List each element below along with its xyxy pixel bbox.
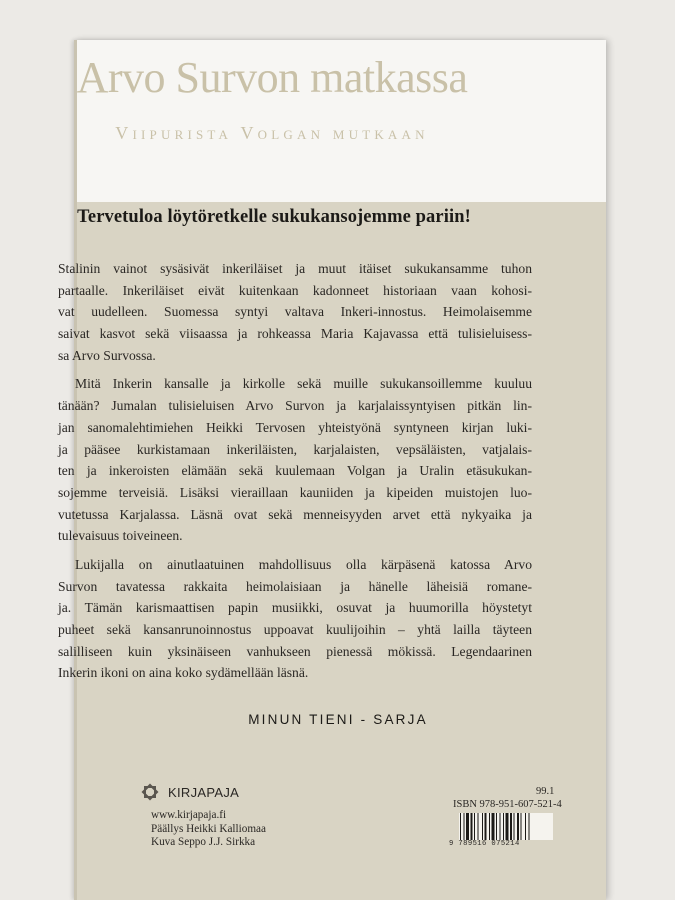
blurb-headline: Tervetuloa löytöretkelle sukukansojemme pariin! [77,207,471,227]
text-line: Stalinin vainot sysäsivät inkeriläiset ja muut itäiset sukukansamme tuhon [58,261,532,276]
text-line: sa Arvo Survossa. [58,347,156,363]
barcode-bars [459,813,553,840]
barcode-digits: 9 789516 075214 [449,840,520,848]
publisher-name: KIRJAPAJA [168,784,240,800]
text-line: puheet sekä kansanrunoinnostus uppoavat kuulijoihin – yhtä lailla täyteen [58,622,532,637]
isbn: ISBN 978-951-607-521-4 [453,799,562,810]
text-line: salilliseen kuin yksinäiseen vanhukseen pienessä mökissä. Legendaarinen [58,643,532,659]
text-line: saivat kasvot sekä viisaassa ja rohkeassa Maria Kajavassa että tulisieluisess- [58,326,532,342]
kirjapaja-icon [140,782,160,802]
publisher-logo [140,782,239,802]
blurb-paragraph [58,258,532,366]
text-line: vutetussa Karjalassa. Läsnä ovat sekä menneisyyden arvet että nykyaika ja [58,506,532,522]
blurb-paragraph [58,554,532,684]
text-line: partaalle. Inkeriläiset eivät kuitenkaan kadonneet historiaan vaan kohosi- [58,282,532,298]
blurb-paragraph [58,373,532,547]
text-line: tulevaisuus toiveineen. [58,528,183,544]
text-line: vat uudelleen. Suomessa syntyi valtava Inkeri-innostus. Heimolaisemme [58,304,532,320]
cover-design-credit: Päällys Heikki Kalliomaa [151,822,266,835]
text-line: ja pääsee kurkistamaan inkeriläisten, karjalaisten, vepsäläisten, vatjalais- [58,441,532,457]
text-line: ten ja inkeroisten elämään sekä kuulemaan Volgan ja Uralin etäsukukan- [58,463,532,479]
book-title: Arvo Survon matkassa [76,53,468,102]
price-code: 99.1 [536,786,555,797]
publisher-website: www.kirjapaja.fi [151,809,227,821]
text-line: sojemme terveisiä. Lisäksi vieraillaan kauniiden ja kipeiden muistojen luo- [58,484,532,500]
credits [151,809,266,850]
text-line: Mitä Inkerin kansalle ja kirkolle sekä muille sukukansoillemme kuuluu [75,376,532,392]
text-line: jan sanomalehtimiehen Heikki Tervosen yhteistyönä syntyneen kirjan luki- [58,419,532,435]
photo-credit: Kuva Seppo J.J. Sirkka [151,836,256,848]
text-line: Inkerin ikoni on aina koko sydämellään läsnä. [58,665,309,681]
series-name: MINUN TIENI - SARJA [248,712,428,727]
text-line: Lukijalla on ainutlaatuinen mahdollisuus olla kärpäsenä katossa Arvo [75,556,532,572]
text-line: Survon tavatessa rakkaita heimolaisiaan ja hänelle läheisiä romane- [58,578,532,594]
book-subtitle: Viipurista Volgan mutkaan [115,123,429,143]
text-line: tänään? Jumalan tulisieluisen Arvo Survon ja karjalaissyntyisen pitkän lin- [58,398,532,414]
barcode [459,813,553,840]
text-line: ja. Tämän karismaattisen papin musiikki, osuvat ja huumorilla höystetyt [58,600,532,616]
blurb-text [58,258,532,684]
